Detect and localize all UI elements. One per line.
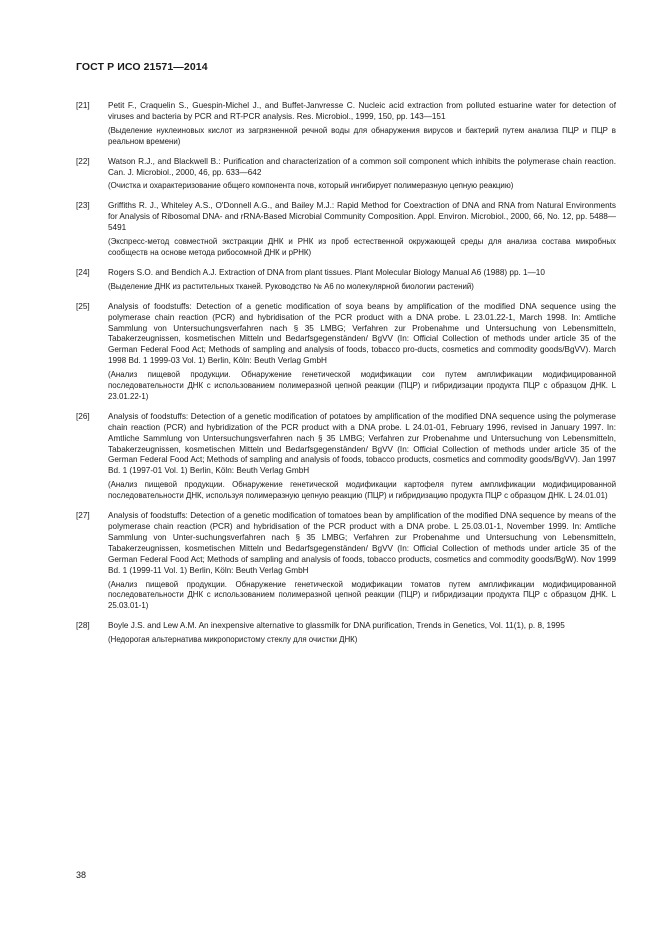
reference-citation: Analysis of foodstuffs: Detection of a genetic modification of tomatoes bean by amplification of the modified DNA sequence by means of the polymerase chain reaction (PCR) and hybridisation of the PCR product with a DNA probe. L 25.03.01-1, November 1999. In: Amtliche Sammlung von Unter-suchungsverfahren nach § 35 LMBG; Verfahren zur Probenahme und Untersuchung von Lebensmitteln, Tabakerzeugnissen, kosmetischen Mitteln und Bedarfsgegenständen/ BgVV (In: Official Collection of methods under article 35 of the German Federal Food Act; Methods of sampling and analysis of foods, tobacco products, cosmetics and commodity goods/BgW). Nov 1999 Bd. 1 (1999-11 Vol. 1) Berlin, Köln: Beuth Verlag GmbH <box>108 511 616 575</box>
reference-number: [24] <box>76 267 90 277</box>
reference-translation: (Анализ пищевой продукции. Обнаружение генетической модификации картофеля путем амплификации модифицированной последовательности ДНК, используя полимеразную цепную реакцию (ПЦР) и гибридизацию продукта ПЦР с образцом ДНК. L 24.01.01) <box>108 480 616 501</box>
reference-body <box>108 268 616 293</box>
reference-number: [26] <box>76 411 90 421</box>
reference-citation: Griffiths R. J., Whiteley A.S., O'Donnell A.G., and Bailey M.J.: Rapid Method for Coextraction of DNA and RNA from Natural Environments for Analysis of Ribosomal DNA- and rRNA-Based Microbial Community Composition. Appl. Environ. Microbiol., 2000, 66, No. 12, pp. 5488—5491 <box>108 201 616 233</box>
reference-translation: (Анализ пищевой продукции. Обнаружение генетической модификации томатов путем амплификации модифицированной последовательности ДНК с использованием полимеразной цепной реакции (ПЦР) и гибридизации продукта ПЦР с образцом ДНК. L 25.03.01-1) <box>108 579 616 611</box>
reference-24 <box>76 268 616 293</box>
reference-body <box>108 101 616 148</box>
reference-body <box>108 511 616 612</box>
page-number: 38 <box>76 870 87 880</box>
reference-23 <box>76 201 616 259</box>
reference-number: [21] <box>76 101 90 110</box>
reference-body <box>108 201 616 259</box>
reference-citation: Rogers S.O. and Bendich A.J. Extraction of DNA from plant tissues. Plant Molecular Biology Manual A6 (1988) pp. 1—10 <box>108 267 545 277</box>
reference-translation: (Выделение нуклеиновых кислот из загрязненной речной воды для обнаружения вирусов и бактерий путем анализа ПЦР и ПЦР в реальном времени) <box>108 125 616 146</box>
reference-citation: Boyle J.S. and Lew A.M. An inexpensive alternative to glassmilk for DNA purification, Trends in Genetics, Vol. 11(1), p. 8, 1995 <box>108 621 565 631</box>
reference-translation: (Очистка и охарактеризование общего компонента почв, который ингибирует полимеразную цепную реакцию) <box>108 181 514 191</box>
reference-number: [22] <box>76 156 90 166</box>
reference-number: [27] <box>76 511 90 521</box>
page-header-standard: ГОСТ Р ИСО 21571—2014 <box>76 61 208 73</box>
reference-number: [28] <box>76 621 90 631</box>
reference-27 <box>76 511 616 612</box>
reference-citation: Petit F., Craquelin S., Guespin-Michel J., and Buffet-Janvresse C. Nucleic acid extraction from polluted estuarine water for detection of viruses and bacteria by PCR and RT-PCR analysis. Res. Microbiol., 1999, 150, pp. 143—151 <box>108 101 616 121</box>
reference-number: [23] <box>76 201 90 211</box>
reference-number: [25] <box>76 301 90 311</box>
reference-25 <box>76 302 616 403</box>
bibliography-list <box>76 101 616 655</box>
reference-citation: Watson R.J., and Blackwell B.: Purification and characterization of a common soil component which inhibits the polymerase chain reaction. Can. J. Microbiol., 2000, 46, pp. 633—642 <box>108 156 616 177</box>
reference-22 <box>76 157 616 193</box>
reference-28 <box>76 621 616 646</box>
reference-body <box>108 412 616 502</box>
reference-body <box>108 621 616 646</box>
reference-26 <box>76 412 616 502</box>
reference-body <box>108 302 616 403</box>
reference-body <box>108 157 616 193</box>
reference-21 <box>76 101 616 148</box>
reference-translation: (Анализ пищевой продукции. Обнаружение генетической модификации сои путем амплификации модифицированной последовательности ДНК с использованием полимеразной цепной реакции (ПЦР) и гибридизации продукта ПЦР с образцом ДНК. L 23.01.22-1) <box>108 370 616 401</box>
reference-translation: (Недорогая альтернатива микропористому стеклу для очистки ДНК) <box>108 635 358 645</box>
reference-citation: Analysis of foodstuffs: Detection of a genetic modification of soya beans by amplification of the modified DNA sequence using the polymerase chain reaction (PCR) and hybridisation of the PCR product with a DNA probe. L 23.01.22-1, March 1998. In: Amtliche Sammlung von Untersuchungsverfahren nach § 35 LMBG; Verfahren zur Probenahme und Untersuchung von Lebensmitteln, Tabakerzeugnissen, kosmetischen Mitteln und Bedarfsgegenständen/ BgVV (In: Official Collection of methods under article 35 of the German Federal Food Act; Methods of sampling and analysis of foods, tobacco pro-ducts, cosmetics and commodity goods/BgVV). March 1998 Bd. 1 1999-03 Vol. 1) Berlin, Köln: Beuth Verlag GmbH <box>108 301 616 366</box>
reference-citation: Analysis of foodstuffs: Detection of a genetic modification of potatoes by amplification of the modified DNA sequence using the polymerase chain reaction (PCR) and hybridization of the PCR product with a DNA probe. L 24.01-01, February 1996, revised in January 1997. In: Amtliche Sammlung von Untersuchungsverfahren nach § 35 LMBG; Verfahren zur Probenahme und Untersuchung von Lebensmitteln, Tabakerzeugnissen, kosmetischen Mitteln und Bedarfsgegenständen/ BgVV (In: Official Collection of methods under article 35 of the German Federal Food Act; Methods of sampling and analysis of foods, tobacco products, cosmetics and commodity goods/BgVV). Jan 1997 Bd. 1 (1997-01 Vol. 1) Berlin, Köln: Beuth Verlag GmbH <box>108 411 616 476</box>
reference-translation: (Экспресс-метод совместной экстракции ДНК и РНК из проб естественной окружающей среды для анализа состава микробных сообществ на основе метода рибосомной ДНК и рРНК) <box>108 237 616 257</box>
reference-translation: (Выделение ДНК из растительных тканей. Руководство № А6 по молекулярной биологии растений) <box>108 281 474 291</box>
